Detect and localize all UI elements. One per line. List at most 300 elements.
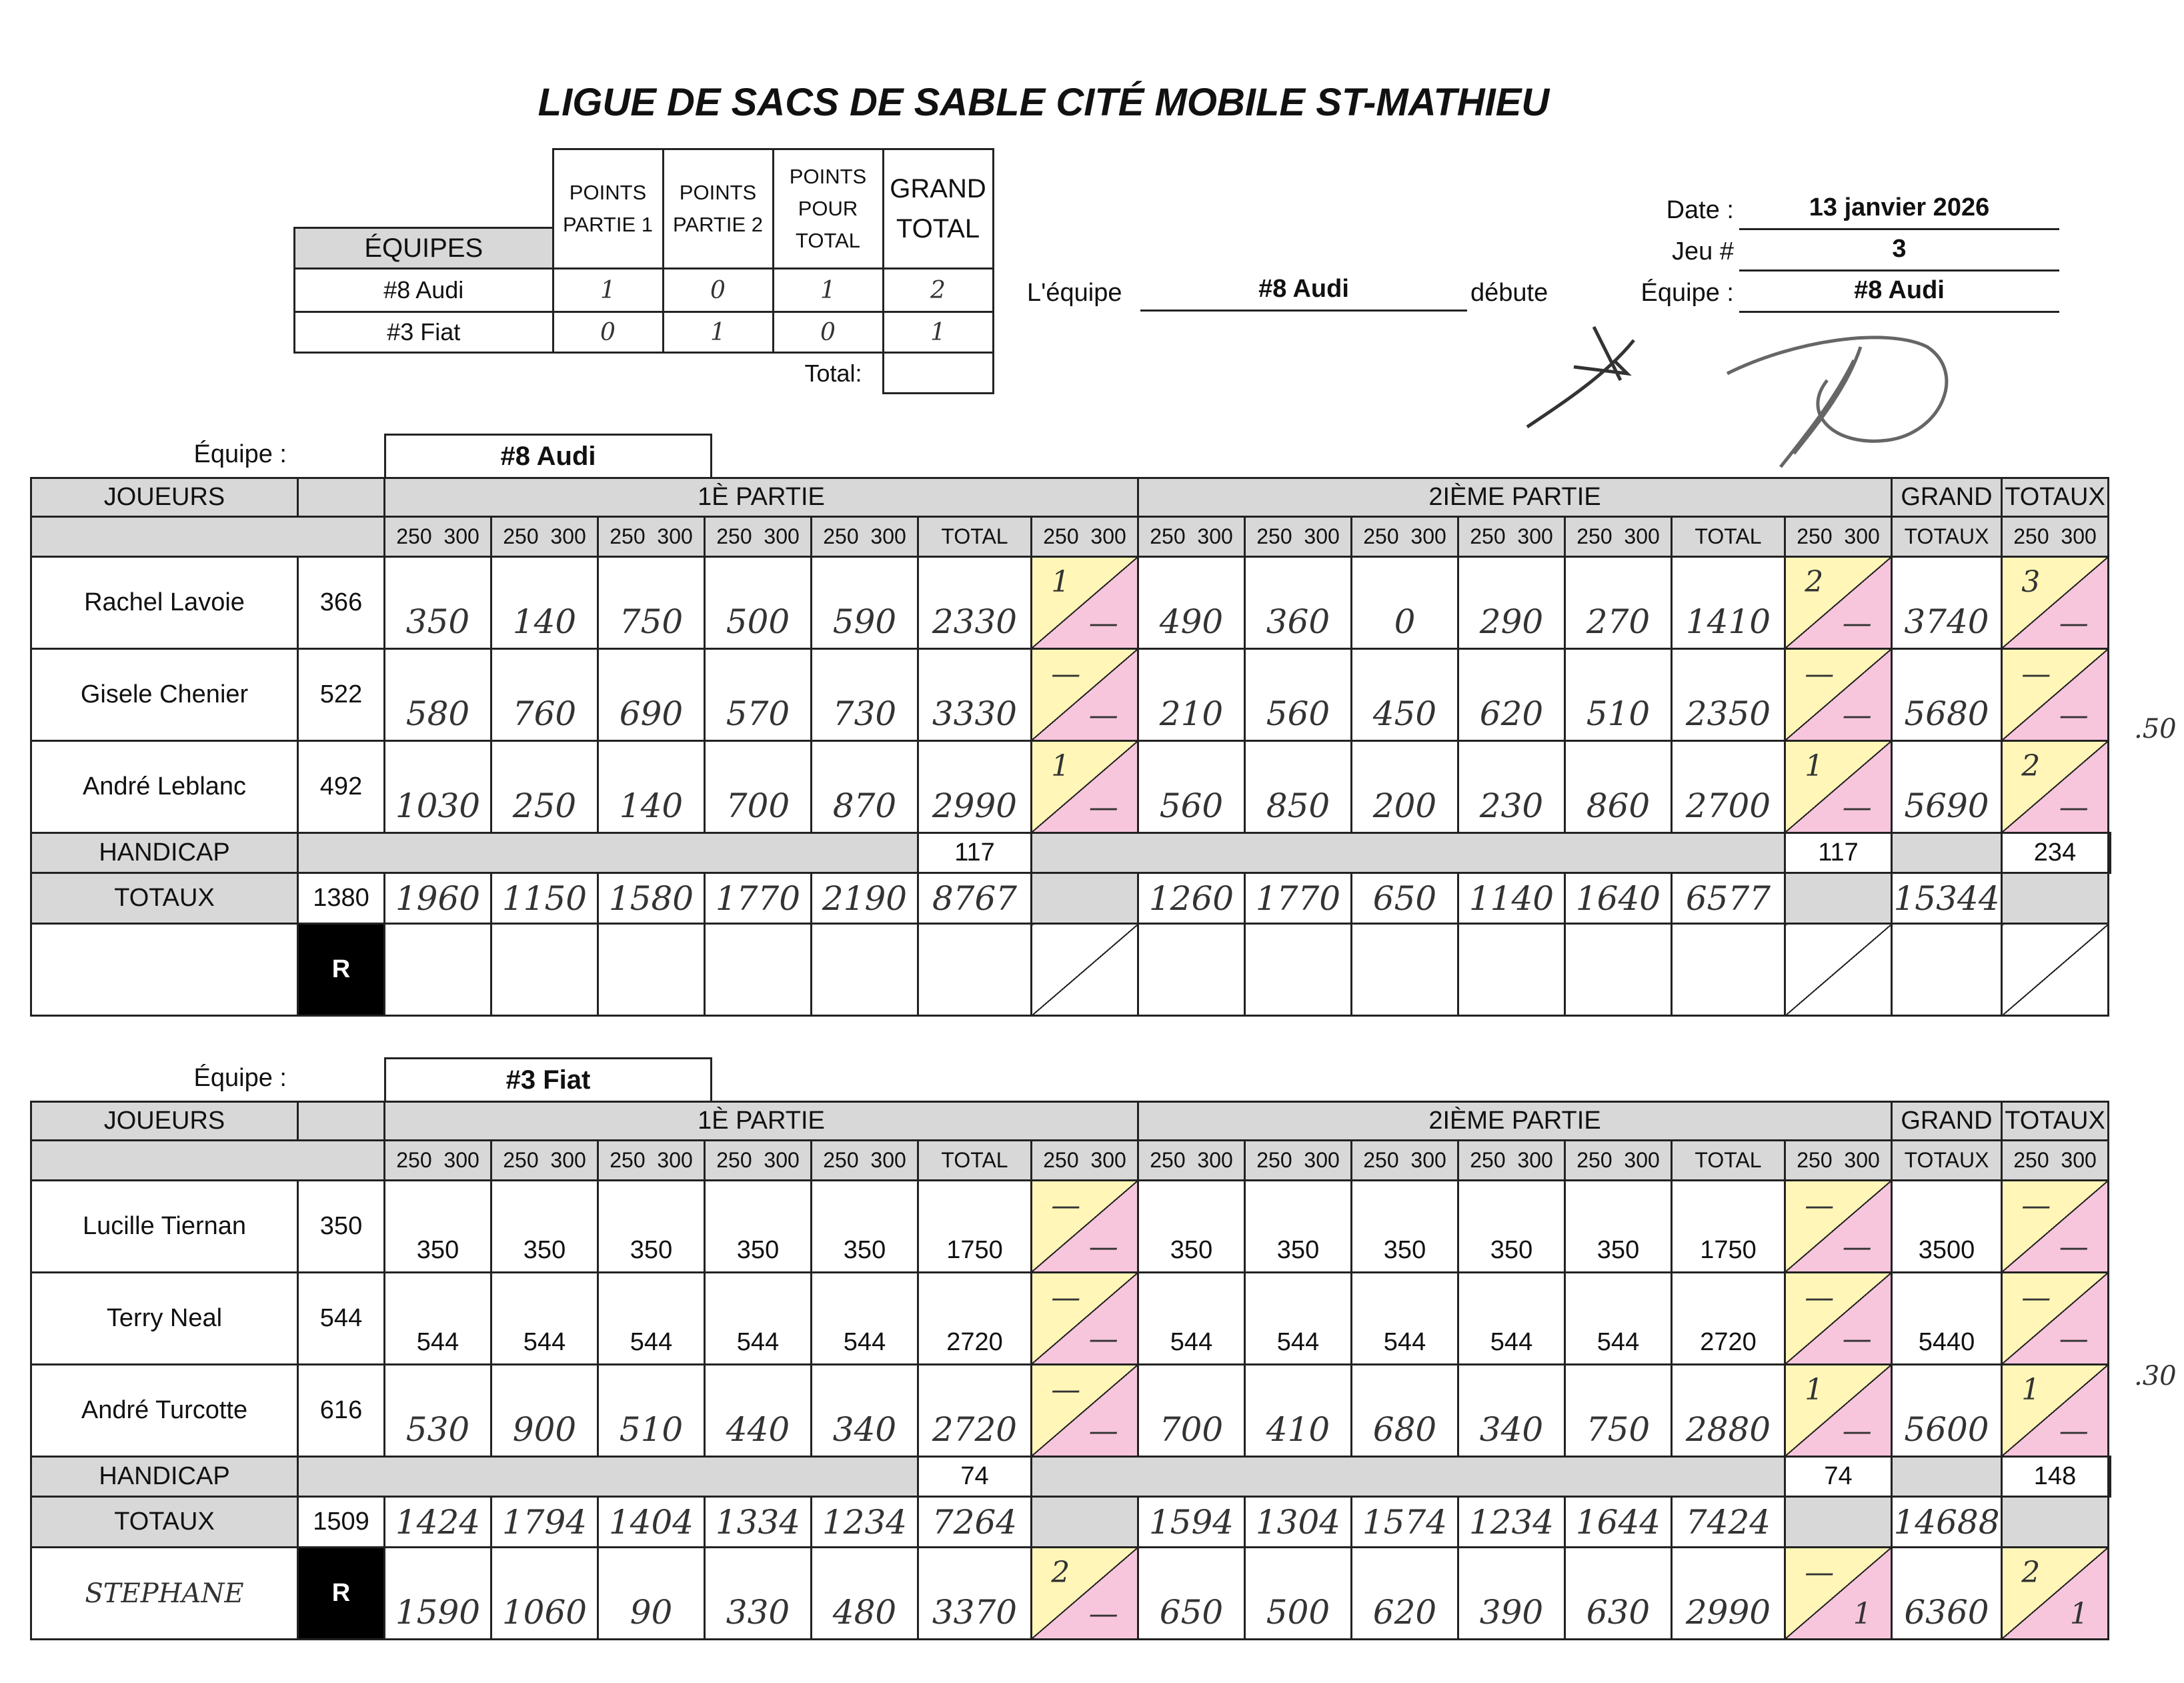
game-score: 1590 bbox=[385, 1548, 491, 1640]
page-title: LIGUE DE SACS DE SABLE CITÉ MOBILE ST-MATHIEU bbox=[537, 81, 1550, 124]
col-250-300: 250 300 bbox=[2002, 1141, 2109, 1181]
equipe-label: L'équipe bbox=[1027, 279, 1122, 307]
game-score: 580 bbox=[385, 649, 491, 741]
totaux-score: 1574 bbox=[1352, 1497, 1458, 1548]
game-score: 350 bbox=[1352, 1181, 1458, 1273]
col-joueurs: JOUEURS bbox=[31, 478, 298, 517]
col-250-300: 250 300 bbox=[812, 1141, 918, 1181]
game-score: 544 bbox=[1565, 1273, 1672, 1365]
player-name: Lucille Tiernan bbox=[31, 1181, 298, 1273]
empty-cell bbox=[918, 924, 1032, 1016]
totaux-score: 1770 bbox=[705, 873, 812, 924]
empty-cell bbox=[1672, 924, 1785, 1016]
points-win: — bbox=[2021, 1188, 2051, 1223]
partie1-total: 2330 bbox=[918, 557, 1032, 649]
points-loss: — bbox=[2059, 698, 2089, 733]
date-label: Date : bbox=[1666, 196, 1734, 224]
points-win: 1 bbox=[1051, 748, 1070, 783]
game-score: 500 bbox=[705, 557, 812, 649]
points-loss: — bbox=[1088, 790, 1118, 825]
points-win: — bbox=[2021, 1280, 2051, 1315]
player-row bbox=[31, 1273, 2111, 1365]
col-250-300: 250 300 bbox=[1458, 1141, 1565, 1181]
equipe2-value: #8 Audi bbox=[1739, 276, 2059, 313]
margin-note: .30 bbox=[2134, 1361, 2177, 1391]
partie2-total: 1410 bbox=[1672, 557, 1785, 649]
summary-team: #8 Audi bbox=[295, 269, 554, 312]
points-loss: 1 bbox=[1853, 1597, 1872, 1632]
totaux-label: TOTAUX bbox=[31, 873, 298, 924]
player-average: 350 bbox=[298, 1181, 385, 1273]
equipe-value: #8 Audi bbox=[1140, 275, 1467, 312]
col-total: TOTAL bbox=[1672, 517, 1785, 557]
totaux-points bbox=[2002, 1181, 2109, 1273]
game-score: 700 bbox=[1138, 1365, 1245, 1457]
totaux-score: 1260 bbox=[1138, 873, 1245, 924]
equipe2-label: Équipe : bbox=[1641, 279, 1734, 307]
partie1-points bbox=[1032, 1548, 1138, 1640]
summary-p2: 1 bbox=[663, 312, 773, 353]
summary-pt: 0 bbox=[773, 312, 883, 353]
col-250-300: 250 300 bbox=[1565, 1141, 1672, 1181]
score-table bbox=[30, 477, 2111, 1017]
game-score: 140 bbox=[491, 557, 598, 649]
game-score: 200 bbox=[1352, 741, 1458, 833]
empty-cell bbox=[1565, 924, 1672, 1016]
summary-total-value bbox=[883, 353, 993, 394]
summary-header-p1: POINTS PARTIE 1 bbox=[553, 149, 663, 269]
totaux-score: 2190 bbox=[812, 873, 918, 924]
col-250-300: 250 300 bbox=[1352, 517, 1458, 557]
points-win: 1 bbox=[1051, 564, 1070, 599]
empty-points bbox=[1785, 924, 1892, 1016]
empty-cell bbox=[1245, 924, 1352, 1016]
game-score: 290 bbox=[1458, 557, 1565, 649]
points-loss: — bbox=[1842, 790, 1872, 825]
player-average: 522 bbox=[298, 649, 385, 741]
points-loss: — bbox=[1088, 1322, 1118, 1357]
partie2-total: 2720 bbox=[1672, 1273, 1785, 1365]
totaux-score: 1234 bbox=[812, 1497, 918, 1548]
player-name: Rachel Lavoie bbox=[31, 557, 298, 649]
game-score: 340 bbox=[1458, 1365, 1565, 1457]
substitute-row bbox=[31, 924, 2111, 1016]
empty-cell bbox=[491, 924, 598, 1016]
game-score: 650 bbox=[1138, 1548, 1245, 1640]
summary-gt: 1 bbox=[883, 312, 993, 353]
game-score: 750 bbox=[598, 557, 705, 649]
game-score: 350 bbox=[1458, 1181, 1565, 1273]
partie1-points bbox=[1032, 741, 1138, 833]
game-score: 270 bbox=[1565, 557, 1672, 649]
col-250-300: 250 300 bbox=[598, 517, 705, 557]
game-score: 390 bbox=[1458, 1548, 1565, 1640]
player-average: 616 bbox=[298, 1365, 385, 1457]
totaux-score: 650 bbox=[1352, 873, 1458, 924]
col-250-300: 250 300 bbox=[705, 1141, 812, 1181]
substitute-marker: R bbox=[298, 924, 385, 1016]
partie1-total: 2720 bbox=[918, 1365, 1032, 1457]
game-score: 530 bbox=[385, 1365, 491, 1457]
game-score: 544 bbox=[705, 1273, 812, 1365]
partie2-total: 2880 bbox=[1672, 1365, 1785, 1457]
game-score: 760 bbox=[491, 649, 598, 741]
player-row bbox=[31, 649, 2111, 741]
summary-total-label: Total: bbox=[804, 359, 862, 387]
empty-points bbox=[2002, 924, 2109, 1016]
totaux-points bbox=[2002, 557, 2109, 649]
game-score: 350 bbox=[598, 1181, 705, 1273]
totaux-score: 1234 bbox=[1458, 1497, 1565, 1548]
totaux-score: 1150 bbox=[491, 873, 598, 924]
col-grand-totaux: TOTAUX bbox=[1892, 517, 2002, 557]
points-win: 1 bbox=[1805, 1372, 1824, 1407]
partie2-points bbox=[1785, 1548, 1892, 1640]
partie2-total: 2700 bbox=[1672, 741, 1785, 833]
totaux-score: 1140 bbox=[1458, 873, 1565, 924]
col-250-300: 250 300 bbox=[1032, 1141, 1138, 1181]
points-win: — bbox=[1051, 1372, 1081, 1407]
game-score: 620 bbox=[1458, 649, 1565, 741]
game-score: 480 bbox=[812, 1548, 918, 1640]
totaux-score: 1644 bbox=[1565, 1497, 1672, 1548]
totaux-score: 1794 bbox=[491, 1497, 598, 1548]
grand-total: 5440 bbox=[1892, 1273, 2002, 1365]
partie2-total: 2990 bbox=[1672, 1548, 1785, 1640]
col-250-300: 250 300 bbox=[1458, 517, 1565, 557]
points-loss: — bbox=[1842, 606, 1872, 641]
points-loss: 1 bbox=[2069, 1597, 2089, 1632]
points-loss: — bbox=[1088, 1414, 1118, 1449]
handicap-gt: 148 bbox=[2002, 1457, 2109, 1497]
points-win: — bbox=[1805, 1555, 1835, 1590]
col-250-300: 250 300 bbox=[385, 1141, 491, 1181]
game-score: 330 bbox=[705, 1548, 812, 1640]
col-partie1: 1È PARTIE bbox=[385, 478, 1138, 517]
totaux-score: 1404 bbox=[598, 1497, 705, 1548]
partie1-total: 3330 bbox=[918, 649, 1032, 741]
player-row bbox=[31, 1365, 2111, 1457]
empty-cell bbox=[1138, 924, 1245, 1016]
points-loss: — bbox=[2059, 606, 2089, 641]
game-score: 360 bbox=[1245, 557, 1352, 649]
game-score: 750 bbox=[1565, 1365, 1672, 1457]
game-score: 350 bbox=[385, 1181, 491, 1273]
handicap-gt: 234 bbox=[2002, 833, 2109, 873]
substitute-name: STEPHANE bbox=[31, 1548, 298, 1640]
totaux-label: TOTAUX bbox=[31, 1497, 298, 1548]
points-win: — bbox=[1805, 1280, 1835, 1315]
col-partie2: 2IÈME PARTIE bbox=[1138, 1102, 1892, 1141]
game-score: 900 bbox=[491, 1365, 598, 1457]
game-score: 210 bbox=[1138, 649, 1245, 741]
totaux-score: 1594 bbox=[1138, 1497, 1245, 1548]
game-score: 680 bbox=[1352, 1365, 1458, 1457]
points-win: — bbox=[1051, 1188, 1081, 1223]
grand-total: 3740 bbox=[1892, 557, 2002, 649]
game-score: 544 bbox=[491, 1273, 598, 1365]
totaux-points bbox=[2002, 649, 2109, 741]
game-score: 250 bbox=[491, 741, 598, 833]
totaux-points bbox=[2002, 1365, 2109, 1457]
grand-total: 5680 bbox=[1892, 649, 2002, 741]
date-value: 13 janvier 2026 bbox=[1739, 193, 2059, 230]
game-score: 440 bbox=[705, 1365, 812, 1457]
player-name: Terry Neal bbox=[31, 1273, 298, 1365]
game-score: 90 bbox=[598, 1548, 705, 1640]
col-grand: GRAND bbox=[1892, 1102, 2002, 1141]
points-win: 2 bbox=[2021, 748, 2041, 783]
partie2-points bbox=[1785, 649, 1892, 741]
partie1-points bbox=[1032, 1365, 1138, 1457]
partie1-total: 1750 bbox=[918, 1181, 1032, 1273]
totaux-score: 1424 bbox=[385, 1497, 491, 1548]
totaux-points bbox=[2002, 741, 2109, 833]
player-average: 366 bbox=[298, 557, 385, 649]
totaux-t2: 7424 bbox=[1672, 1497, 1785, 1548]
partie1-total: 2720 bbox=[918, 1273, 1032, 1365]
summary-header-p2: POINTS PARTIE 2 bbox=[663, 149, 773, 269]
points-loss: — bbox=[2059, 790, 2089, 825]
jeu-label: Jeu # bbox=[1672, 237, 1734, 265]
game-score: 590 bbox=[812, 557, 918, 649]
handicap-t2: 117 bbox=[1785, 833, 1892, 873]
summary-team: #3 Fiat bbox=[295, 312, 554, 353]
points-win: — bbox=[1051, 656, 1081, 691]
partie1-points bbox=[1032, 557, 1138, 649]
game-score: 544 bbox=[1138, 1273, 1245, 1365]
game-score: 510 bbox=[1565, 649, 1672, 741]
game-score: 860 bbox=[1565, 741, 1672, 833]
partie2-points bbox=[1785, 1273, 1892, 1365]
col-partie1: 1È PARTIE bbox=[385, 1102, 1138, 1141]
col-total: TOTAL bbox=[1672, 1141, 1785, 1181]
partie1-points bbox=[1032, 1273, 1138, 1365]
totaux-t1: 8767 bbox=[918, 873, 1032, 924]
game-score: 560 bbox=[1138, 741, 1245, 833]
game-score: 340 bbox=[812, 1365, 918, 1457]
col-250-300: 250 300 bbox=[1138, 1141, 1245, 1181]
empty-cell bbox=[705, 924, 812, 1016]
game-score: 630 bbox=[1565, 1548, 1672, 1640]
substitute-marker: R bbox=[298, 1548, 385, 1640]
totaux-gt: 15344 bbox=[1892, 873, 2002, 924]
game-score: 450 bbox=[1352, 649, 1458, 741]
partie1-points bbox=[1032, 1181, 1138, 1273]
game-score: 544 bbox=[1458, 1273, 1565, 1365]
points-loss: — bbox=[1842, 1230, 1872, 1265]
game-score: 544 bbox=[1245, 1273, 1352, 1365]
game-score: 350 bbox=[1245, 1181, 1352, 1273]
grand-total: 6360 bbox=[1892, 1548, 2002, 1640]
grand-total: 3500 bbox=[1892, 1181, 2002, 1273]
col-total: TOTAL bbox=[918, 517, 1032, 557]
totaux-score: 1960 bbox=[385, 873, 491, 924]
empty-cell bbox=[812, 924, 918, 1016]
totaux-t1: 7264 bbox=[918, 1497, 1032, 1548]
game-score: 700 bbox=[705, 741, 812, 833]
points-loss: — bbox=[2059, 1230, 2089, 1265]
game-score: 350 bbox=[385, 557, 491, 649]
summary-header-gt: GRAND TOTAL bbox=[883, 149, 993, 269]
points-loss: — bbox=[1088, 606, 1118, 641]
col-250-300: 250 300 bbox=[1032, 517, 1138, 557]
handicap-label: HANDICAP bbox=[31, 833, 298, 873]
totaux-t2: 6577 bbox=[1672, 873, 1785, 924]
empty-points bbox=[1032, 924, 1138, 1016]
col-joueurs: JOUEURS bbox=[31, 1102, 298, 1141]
points-loss: — bbox=[2059, 1414, 2089, 1449]
handicap-t1: 74 bbox=[918, 1457, 1032, 1497]
player-name: Gisele Chenier bbox=[31, 649, 298, 741]
col-250-300: 250 300 bbox=[491, 1141, 598, 1181]
team-name: #8 Audi bbox=[384, 434, 712, 477]
game-score: 730 bbox=[812, 649, 918, 741]
game-score: 350 bbox=[1138, 1181, 1245, 1273]
points-win: 2 bbox=[1805, 564, 1824, 599]
substitute-name bbox=[31, 924, 298, 1016]
partie1-total: 2990 bbox=[918, 741, 1032, 833]
partie2-points bbox=[1785, 1365, 1892, 1457]
summary-table bbox=[293, 148, 994, 394]
game-score: 510 bbox=[598, 1365, 705, 1457]
points-win: 3 bbox=[2021, 564, 2041, 599]
signatures bbox=[1514, 300, 1981, 474]
summary-p1: 0 bbox=[553, 312, 663, 353]
partie2-total: 2350 bbox=[1672, 649, 1785, 741]
game-score: 500 bbox=[1245, 1548, 1352, 1640]
handicap-label: HANDICAP bbox=[31, 1457, 298, 1497]
points-loss: — bbox=[1088, 698, 1118, 733]
points-win: 1 bbox=[2021, 1372, 2041, 1407]
partie1-points bbox=[1032, 649, 1138, 741]
team-name: #3 Fiat bbox=[384, 1057, 712, 1101]
points-loss: — bbox=[1842, 698, 1872, 733]
col-250-300: 250 300 bbox=[1785, 1141, 1892, 1181]
player-average: 544 bbox=[298, 1273, 385, 1365]
debute-label: débute bbox=[1470, 279, 1548, 307]
handicap-t1: 117 bbox=[918, 833, 1032, 873]
game-score: 0 bbox=[1352, 557, 1458, 649]
summary-header-pt: POINTS POUR TOTAL bbox=[773, 149, 883, 269]
totaux-average: 1380 bbox=[298, 873, 385, 924]
game-score: 620 bbox=[1352, 1548, 1458, 1640]
totaux-score: 1580 bbox=[598, 873, 705, 924]
partie2-points bbox=[1785, 1181, 1892, 1273]
totaux-score: 1770 bbox=[1245, 873, 1352, 924]
points-win: — bbox=[1051, 1280, 1081, 1315]
substitute-row bbox=[31, 1548, 2111, 1640]
summary-pt: 1 bbox=[773, 269, 883, 312]
empty-cell bbox=[1458, 924, 1565, 1016]
game-score: 1060 bbox=[491, 1548, 598, 1640]
margin-note: .50 bbox=[2134, 714, 2177, 744]
jeu-value: 3 bbox=[1739, 235, 2059, 271]
game-score: 544 bbox=[598, 1273, 705, 1365]
game-score: 544 bbox=[385, 1273, 491, 1365]
empty-cell bbox=[1892, 924, 2002, 1016]
game-score: 560 bbox=[1245, 649, 1352, 741]
partie2-points bbox=[1785, 741, 1892, 833]
totaux-average: 1509 bbox=[298, 1497, 385, 1548]
totaux-score: 1334 bbox=[705, 1497, 812, 1548]
game-score: 140 bbox=[598, 741, 705, 833]
player-row bbox=[31, 1181, 2111, 1273]
points-win: — bbox=[1805, 1188, 1835, 1223]
summary-gt: 2 bbox=[883, 269, 993, 312]
col-totaux: TOTAUX bbox=[2002, 1102, 2109, 1141]
game-score: 350 bbox=[491, 1181, 598, 1273]
game-score: 350 bbox=[705, 1181, 812, 1273]
game-score: 350 bbox=[812, 1181, 918, 1273]
col-250-300: 250 300 bbox=[1352, 1141, 1458, 1181]
game-score: 1030 bbox=[385, 741, 491, 833]
empty-cell bbox=[1352, 924, 1458, 1016]
totaux-points bbox=[2002, 1273, 2109, 1365]
grand-total: 5690 bbox=[1892, 741, 2002, 833]
points-loss: — bbox=[1842, 1322, 1872, 1357]
game-score: 544 bbox=[1352, 1273, 1458, 1365]
team-label: Équipe : bbox=[193, 1064, 287, 1092]
handicap-t2: 74 bbox=[1785, 1457, 1892, 1497]
player-name: André Turcotte bbox=[31, 1365, 298, 1457]
col-250-300: 250 300 bbox=[598, 1141, 705, 1181]
team-label: Équipe : bbox=[193, 440, 287, 468]
points-win: — bbox=[1805, 656, 1835, 691]
player-row bbox=[31, 557, 2111, 649]
game-score: 410 bbox=[1245, 1365, 1352, 1457]
points-win: 2 bbox=[2021, 1555, 2041, 1590]
game-score: 850 bbox=[1245, 741, 1352, 833]
col-250-300: 250 300 bbox=[705, 517, 812, 557]
col-totaux: TOTAUX bbox=[2002, 478, 2109, 517]
player-row bbox=[31, 741, 2111, 833]
partie2-points bbox=[1785, 557, 1892, 649]
summary-p1: 1 bbox=[553, 269, 663, 312]
col-250-300: 250 300 bbox=[385, 517, 491, 557]
game-score: 230 bbox=[1458, 741, 1565, 833]
player-name: André Leblanc bbox=[31, 741, 298, 833]
points-win: 1 bbox=[1805, 748, 1824, 783]
summary-p2: 0 bbox=[663, 269, 773, 312]
game-score: 350 bbox=[1565, 1181, 1672, 1273]
game-score: 544 bbox=[812, 1273, 918, 1365]
totaux-gt: 14688 bbox=[1892, 1497, 2002, 1548]
game-score: 690 bbox=[598, 649, 705, 741]
totaux-score: 1304 bbox=[1245, 1497, 1352, 1548]
col-250-300: 250 300 bbox=[491, 517, 598, 557]
totaux-score: 1640 bbox=[1565, 873, 1672, 924]
points-loss: — bbox=[1842, 1414, 1872, 1449]
col-250-300: 250 300 bbox=[1245, 1141, 1352, 1181]
col-250-300: 250 300 bbox=[1565, 517, 1672, 557]
col-partie2: 2IÈME PARTIE bbox=[1138, 478, 1892, 517]
points-loss: — bbox=[1088, 1230, 1118, 1265]
points-loss: — bbox=[2059, 1322, 2089, 1357]
col-grand: GRAND bbox=[1892, 478, 2002, 517]
points-win: 2 bbox=[1051, 1555, 1070, 1590]
col-total: TOTAL bbox=[918, 1141, 1032, 1181]
player-average: 492 bbox=[298, 741, 385, 833]
game-score: 490 bbox=[1138, 557, 1245, 649]
empty-cell bbox=[598, 924, 705, 1016]
summary-header-equipes: ÉQUIPES bbox=[295, 228, 554, 269]
partie1-total: 3370 bbox=[918, 1548, 1032, 1640]
col-grand-totaux: TOTAUX bbox=[1892, 1141, 2002, 1181]
col-250-300: 250 300 bbox=[1785, 517, 1892, 557]
game-score: 870 bbox=[812, 741, 918, 833]
col-250-300: 250 300 bbox=[1138, 517, 1245, 557]
